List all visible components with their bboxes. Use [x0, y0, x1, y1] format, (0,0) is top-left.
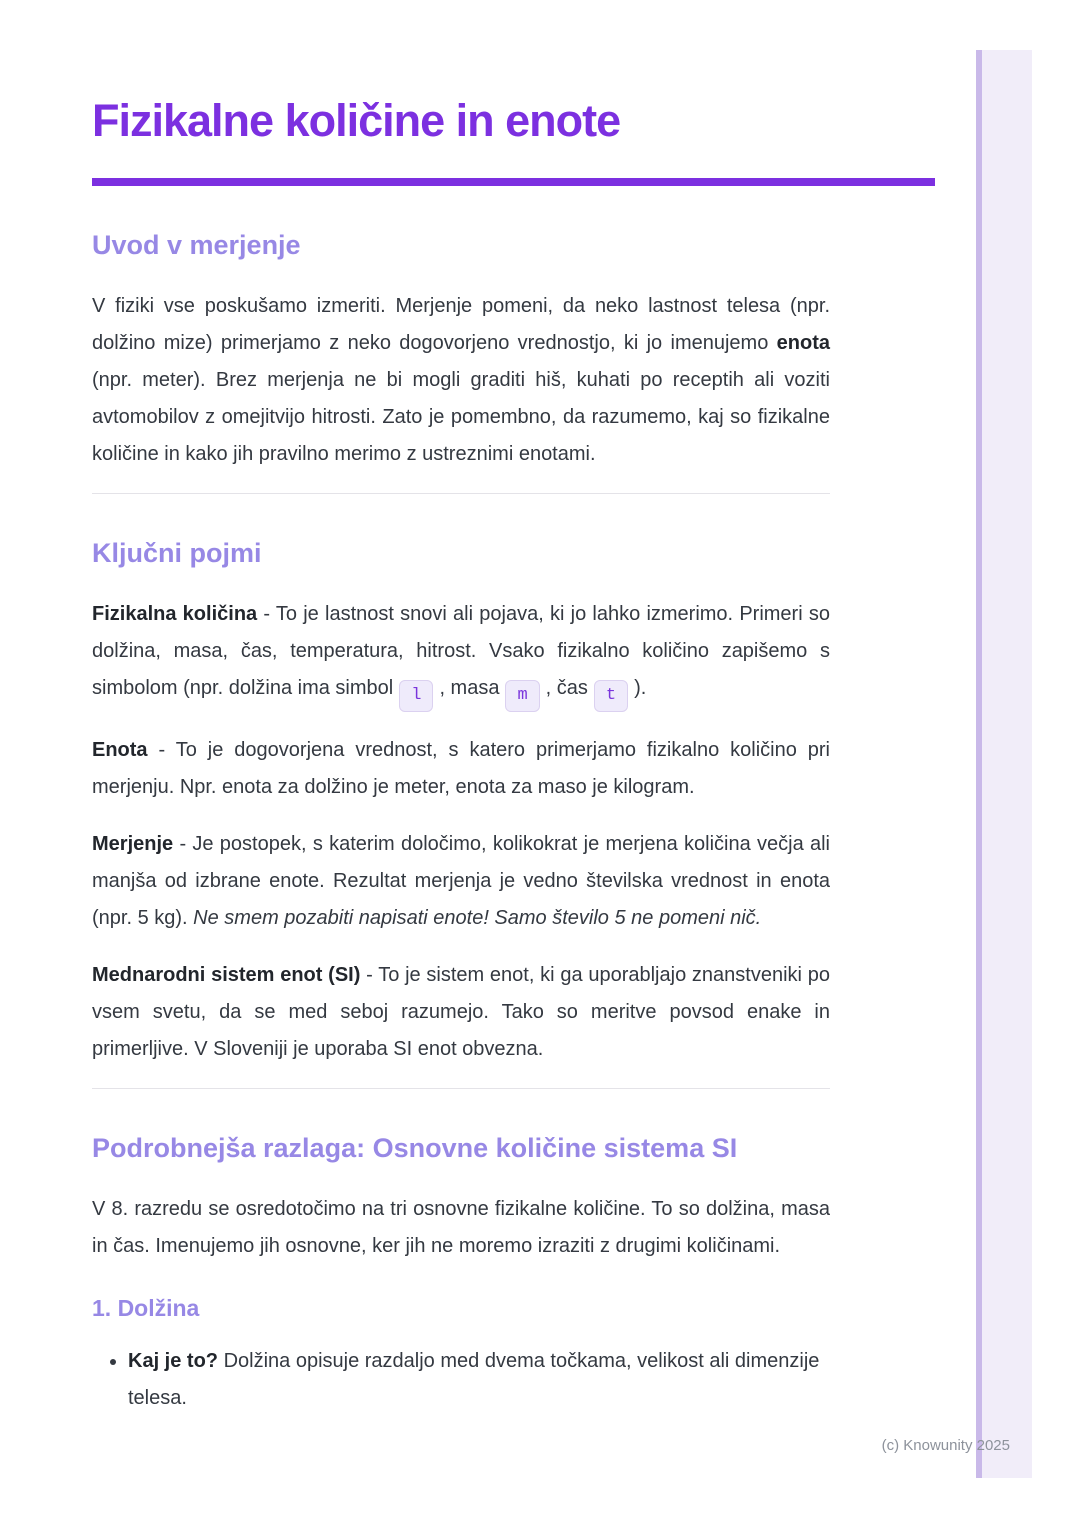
text-run: (npr. meter). Brez merjenja ne bi mogli graditi hiš, kuhati po receptih ali voziti avtomobilov z omejitvijo hitrosti. Zato je pomembno, da razumemo, kaj so fizikalne količine in kako jih pravilno merimo z ustreznimi enotami. [92, 369, 830, 465]
bold-lead-kaj-je-to: Kaj je to? [128, 1350, 219, 1372]
symbol-chip-l: l [399, 680, 433, 712]
section-heading-podrobnejsa: Podrobnejša razlaga: Osnovne količine sistema SI [92, 1133, 738, 1163]
copyright-credit: (c) Knowunity 2025 [881, 1437, 1010, 1454]
page-title: Fizikalne količine in enote [92, 95, 621, 146]
section-heading-kljucni-pojmi: Ključni pojmi [92, 538, 262, 568]
symbol-chip-t: t [594, 680, 628, 712]
text-run: , masa [439, 677, 500, 699]
paragraph-enota [92, 732, 830, 806]
italic-warning-note: Ne smem pozabiti napisati enote! Samo število 5 ne pomeni nič. [193, 907, 762, 929]
bold-term-enota-def: Enota [92, 739, 148, 761]
bold-term-enota: enota [776, 332, 830, 354]
section-divider [92, 493, 830, 494]
text-run: - To je dogovorjena vrednost, s katero primerjamo fizikalno količino pri merjenju. Npr. enota za dolžino je meter, enota za maso je kilogram. [92, 739, 830, 798]
paragraph-fizikalna-kolicina [92, 596, 830, 712]
paragraph-mednarodni-sistem [92, 957, 830, 1068]
bold-term-fizikalna-kolicina: Fizikalna količina [92, 603, 258, 625]
section-uvod-v-merjenje [92, 228, 830, 473]
section-podrobnejsa-razlaga [92, 1131, 830, 1417]
text-run: V fiziki vse poskušamo izmeriti. Merjenje pomeni, da neko lastnost telesa (npr. dolžino mize) primerjamo z neko dogovorjeno vrednostjo, ki jo imenujemo [92, 295, 830, 354]
bold-term-merjenje: Merjenje [92, 833, 174, 855]
symbol-chip-m: m [505, 680, 539, 712]
list-item-kaj-je-to [128, 1343, 830, 1417]
paragraph-merjenje [92, 826, 830, 937]
section-divider [92, 1088, 830, 1089]
paragraph-osnovne-kolicine: V 8. razredu se osredotočimo na tri osnovne fizikalne količine. To so dolžina, masa in čas. Imenujemo jih osnovne, ker jih ne moremo izraziti z drugimi količinami. [92, 1198, 830, 1257]
text-run: ). [634, 677, 647, 699]
text-run: - Je postopek, s katerim določimo, kolikokrat je merjena količina večja ali manjša od izbrane enote. Rezultat merjenja je vedno številska vrednost in enota (npr. 5 kg). [92, 833, 830, 929]
text-run: - To je lastnost snovi ali pojava, ki jo lahko izmerimo. Primeri so dolžina, masa, čas, temperatura, hitrost. Vsako fizikalno količino zapišemo s simbolom (npr. dolžina ima simbol [92, 603, 830, 699]
section-heading-uvod: Uvod v merjenje [92, 230, 301, 260]
bold-term-si: Mednarodni sistem enot (SI) [92, 964, 361, 986]
dolzina-bullet-list [92, 1343, 830, 1417]
title-underline-rule [92, 178, 935, 186]
text-run: , čas [545, 677, 588, 699]
paragraph-uvod [92, 288, 830, 473]
document-page [92, 0, 830, 1417]
text-run: Dolžina opisuje razdaljo med dvema točkama, velikost ali dimenzije telesa. [128, 1350, 820, 1409]
section-kljucni-pojmi [92, 536, 830, 1068]
text-run: - To je sistem enot, ki ga uporabljajo znanstveniki po vsem svetu, da se med seboj razumejo. Tako so meritve povsod enake in primerljive. V Sloveniji je uporaba SI enot obvezna. [92, 964, 830, 1060]
decorative-side-strip [976, 50, 1032, 1478]
sub-heading-dolzina: 1. Dolžina [92, 1295, 200, 1321]
